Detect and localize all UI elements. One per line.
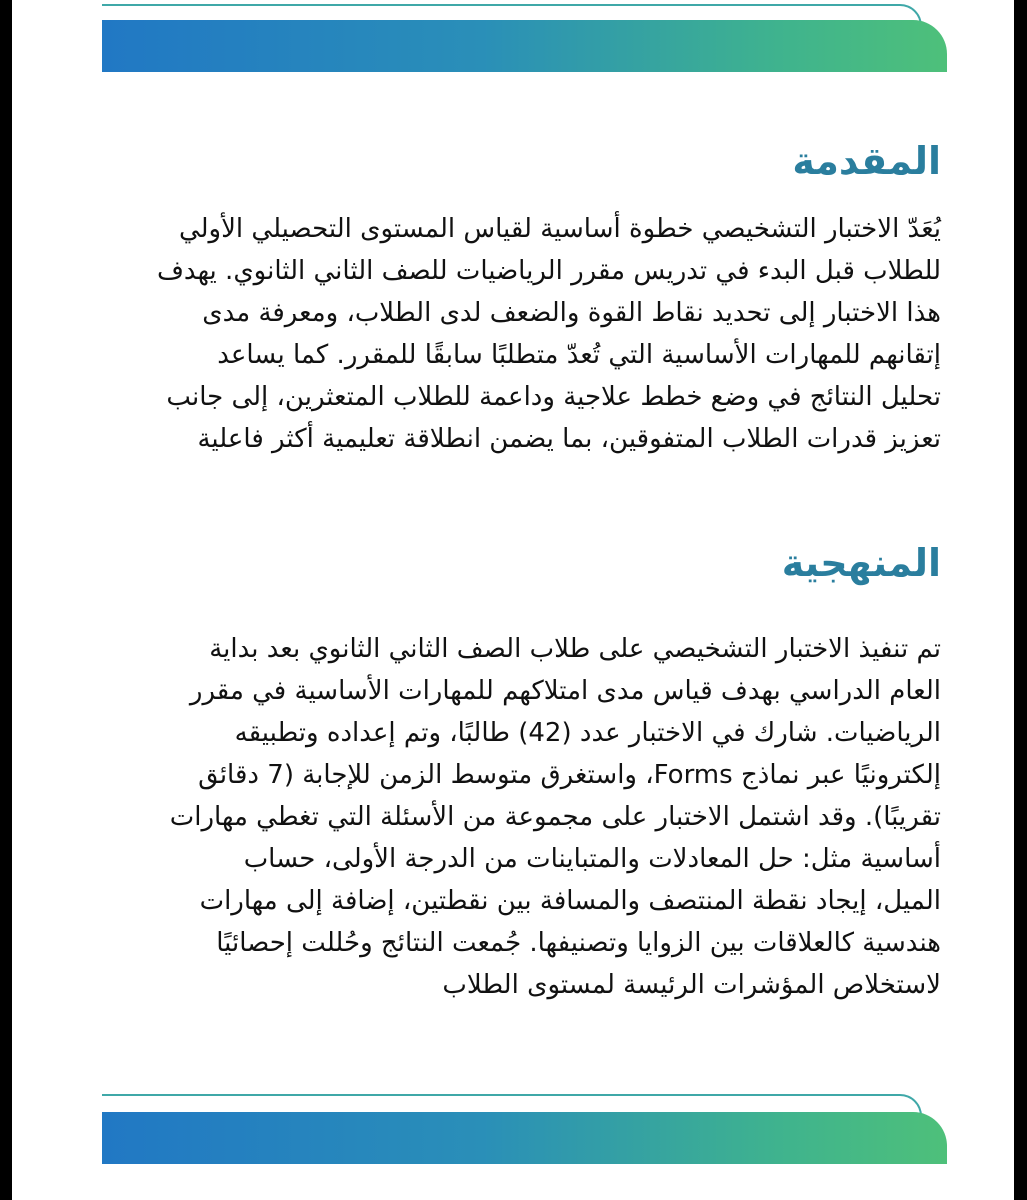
methodology-line: لاستخلاص المؤشرات الرئيسة لمستوى الطلاب <box>442 970 941 1000</box>
intro-line: تحليل النتائج في وضع خطط علاجية وداعمة للطلاب المتعثرين، إلى جانب <box>166 382 941 412</box>
methodology-line: تقريبًا). وقد اشتمل الاختبار على مجموعة من الأسئلة التي تغطي مهارات <box>169 802 941 832</box>
intro-paragraph <box>121 208 941 460</box>
methodology-line: الرياضيات. شارك في الاختبار عدد (42) طالبًا، وتم إعداده وتطبيقه <box>234 718 941 748</box>
intro-heading: المقدمة <box>792 139 941 183</box>
methodology-line: إلكترونيًا عبر نماذج Forms، واستغرق متوسط الزمن للإجابة (7 دقائق <box>198 760 941 790</box>
intro-line: إتقانهم للمهارات الأساسية التي تُعدّ متطلبًا سابقًا للمقرر. كما يساعد <box>217 340 941 370</box>
right-frame-border <box>1014 0 1027 1200</box>
top-gradient-band <box>102 20 947 72</box>
methodology-line: العام الدراسي بهدف قياس مدى امتلاكهم للمهارات الأساسية في مقرر <box>189 676 941 706</box>
left-frame-border <box>0 0 12 1200</box>
intro-line: هذا الاختبار إلى تحديد نقاط القوة والضعف لدى الطلاب، ومعرفة مدى <box>202 298 941 328</box>
intro-line: للطلاب قبل البدء في تدريس مقرر الرياضيات للصف الثاني الثانوي. يهدف <box>156 256 941 286</box>
intro-line: يُعَدّ الاختبار التشخيصي خطوة أساسية لقياس المستوى التحصيلي الأولي <box>178 214 941 244</box>
methodology-line: هندسية كالعلاقات بين الزوايا وتصنيفها. جُمعت النتائج وحُللت إحصائيًا <box>216 928 941 958</box>
bottom-gradient-band <box>102 1112 947 1164</box>
methodology-line: الميل، إيجاد نقطة المنتصف والمسافة بين نقطتين، إضافة إلى مهارات <box>199 886 941 916</box>
intro-line: تعزيز قدرات الطلاب المتفوقين، بما يضمن انطلاقة تعليمية أكثر فاعلية <box>197 424 941 454</box>
methodology-line: أساسية مثل: حل المعادلات والمتباينات من الدرجة الأولى، حساب <box>243 844 941 874</box>
methodology-paragraph <box>121 628 941 1006</box>
methodology-heading: المنهجية <box>781 541 941 585</box>
methodology-line: تم تنفيذ الاختبار التشخيصي على طلاب الصف الثاني الثانوي بعد بداية <box>209 634 941 664</box>
